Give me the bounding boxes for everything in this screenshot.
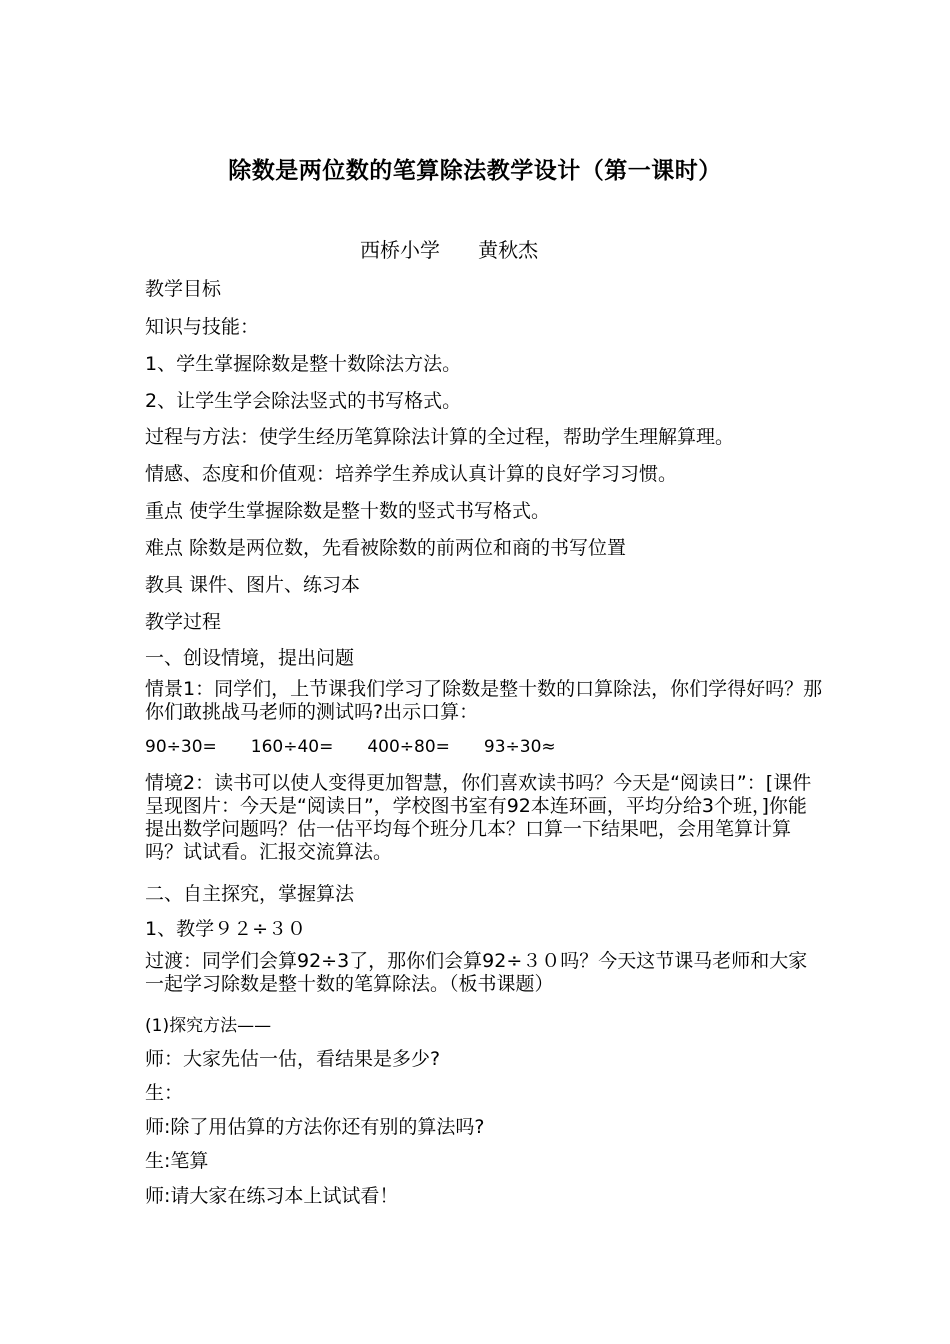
process-method-line: 过程与方法：使学生经历笔算除法计算的全过程，帮助学生理解算理。: [145, 426, 735, 448]
teacher-line-2: 师:除了用估算的方法你还有别的算法吗?: [145, 1116, 485, 1138]
section-2-heading: 二、自主探究，掌握算法: [145, 883, 355, 905]
scene-1-paragraph: 情景1：同学们，上节课我们学习了除数是整十数的口算除法，你们学得好吗？那你们敢挑战马老师的测试吗?出示口算：: [145, 678, 823, 723]
document-title: 除数是两位数的笔算除法教学设计（第一课时）: [228, 158, 722, 184]
transition-paragraph: 过渡：同学们会算92÷3了，那你们会算92÷３０吗？今天这节课马老师和大家一起学习除数是整十数的笔算除法。（板书课题）: [145, 950, 808, 995]
difficult-point-line: 难点 除数是两位数，先看被除数的前两位和商的书写位置: [145, 537, 627, 559]
goal-item-2: 2、让学生学会除法竖式的书写格式。: [145, 390, 462, 412]
calc-item: 400÷80=: [367, 737, 450, 757]
student-line-1: 生：: [145, 1082, 184, 1104]
student-line-2: 生:笔算: [145, 1150, 209, 1172]
key-point-line: 重点 使学生掌握除数是整十数的竖式书写格式。: [145, 500, 551, 522]
author-line: 西桥小学 黄秋杰: [360, 238, 539, 262]
calc-item: 93÷30≈: [483, 737, 556, 757]
scene-2-paragraph: 情境2：读书可以使人变得更加智慧，你们喜欢读书吗？今天是“阅读日”：[课件呈现图片：今天是“阅读日”，学校图书室有92本连环画，平均分给3个班，]你能提出数学问题吗？估一估平均每个班分几本？口算一下结果吧，会用笔算计算吗？试试看。汇报交流算法。: [145, 772, 812, 863]
tools-line: 教具 课件、图片、练习本: [145, 574, 361, 596]
goal-item-1: 1、学生掌握除数是整十数除法方法。: [145, 353, 462, 375]
section-1-heading: 一、创设情境，提出问题: [145, 647, 355, 669]
knowledge-heading: 知识与技能：: [145, 316, 260, 338]
emotion-line: 情感、态度和价值观：培养学生养成认真计算的良好学习习惯。: [145, 463, 678, 485]
teach-1-line: 1、教学９２÷３０: [145, 918, 307, 940]
explore-line: (1)探究方法——: [145, 1016, 272, 1036]
calc-row: [145, 737, 590, 757]
teacher-line-1: 师：大家先估一估，看结果是多少?: [145, 1048, 441, 1070]
goals-heading: 教学目标: [145, 278, 222, 300]
calc-item: 90÷30=: [145, 737, 217, 757]
calc-item: 160÷40=: [250, 737, 334, 757]
process-heading: 教学过程: [145, 611, 222, 633]
teacher-line-3: 师:请大家在练习本上试试看！: [145, 1185, 399, 1207]
